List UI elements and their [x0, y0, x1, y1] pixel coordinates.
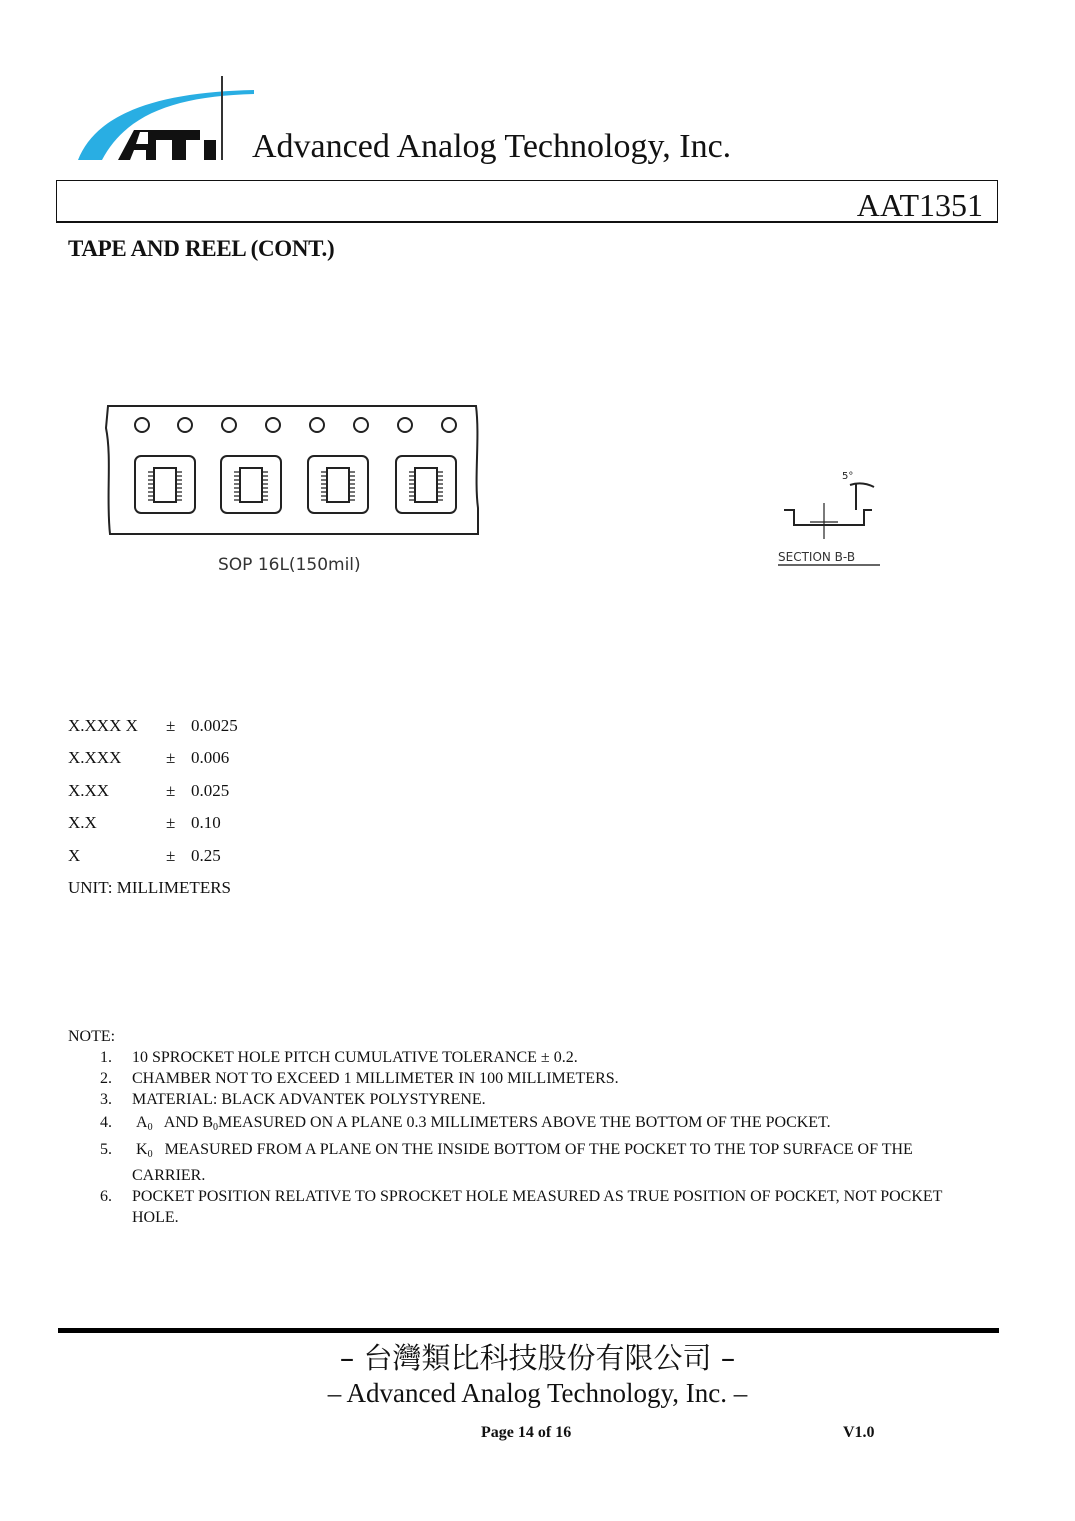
- aat-logo-icon: [76, 74, 256, 164]
- tape-drawing: [98, 398, 488, 583]
- section-caption: SECTION B-B: [778, 550, 856, 564]
- pocket-cross-section-icon: [770, 463, 890, 578]
- notes-heading: NOTE:: [68, 1028, 116, 1045]
- carrier-tape-icon: [98, 398, 488, 583]
- tape-caption: SOP 16L(150mil): [218, 555, 361, 575]
- part-number-box: [56, 180, 998, 223]
- footer-english-name: – Advanced Analog Technology, Inc. –: [327, 1378, 748, 1408]
- unit-label: UNIT: MILLIMETERS: [68, 878, 231, 897]
- footer-chinese-name: – 台灣類比科技股份有限公司 –: [339, 1341, 736, 1375]
- section-title: TAPE AND REEL (CONT.): [68, 236, 335, 261]
- version-label: V1.0: [843, 1424, 875, 1441]
- footer-divider: [58, 1328, 999, 1333]
- company-name: Advanced Analog Technology, Inc.: [252, 128, 732, 165]
- section-b-b-drawing: [770, 463, 890, 578]
- part-number: AAT1351: [856, 187, 983, 223]
- svg-text:5°: 5°: [842, 471, 854, 482]
- page-number: Page 14 of 16: [481, 1424, 572, 1441]
- company-logo: [76, 74, 256, 164]
